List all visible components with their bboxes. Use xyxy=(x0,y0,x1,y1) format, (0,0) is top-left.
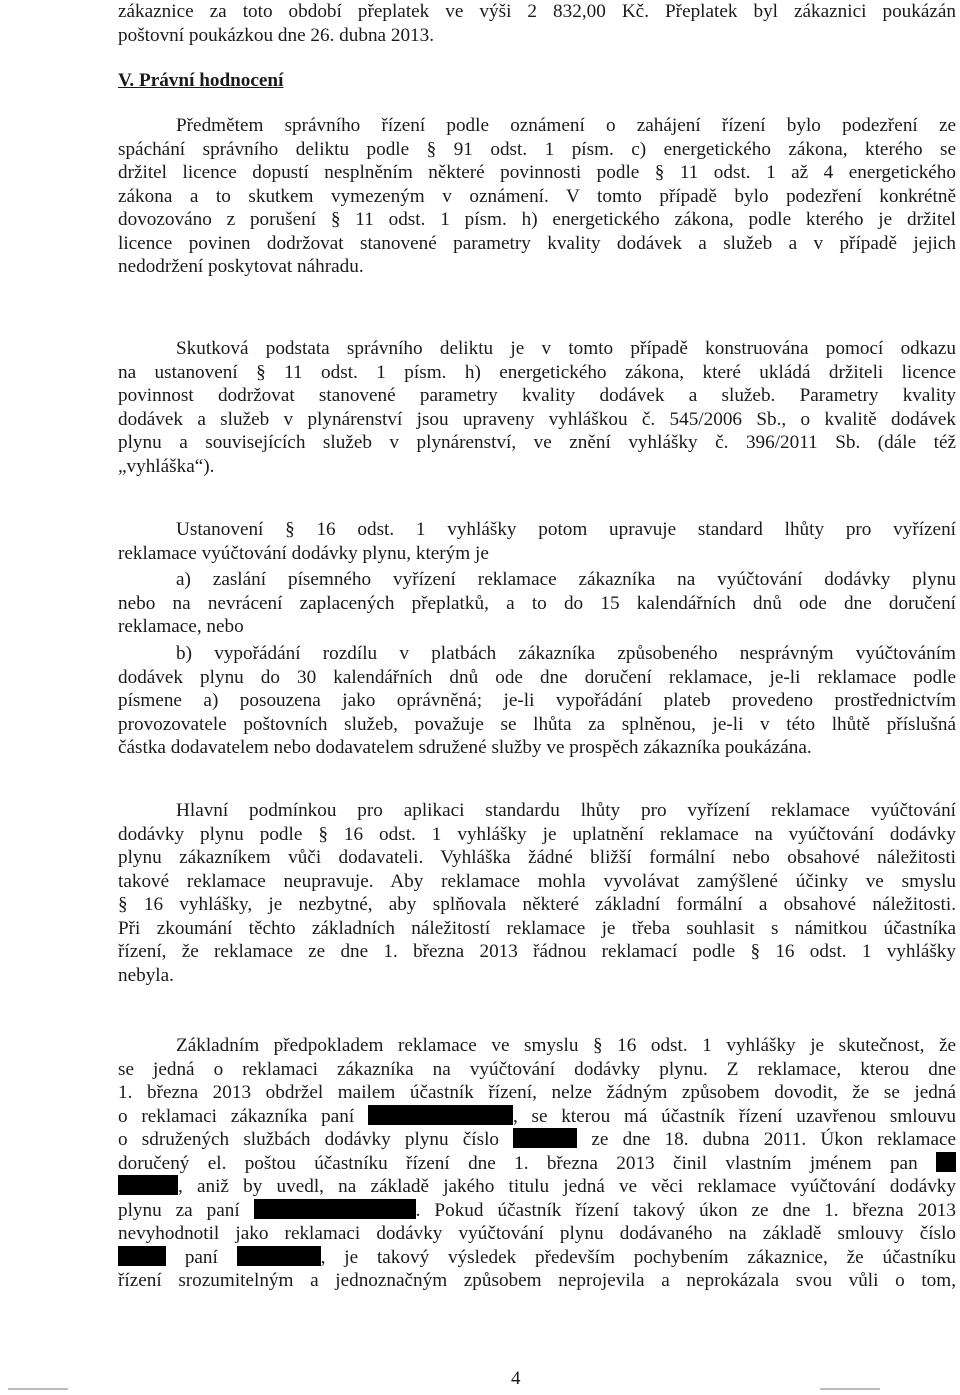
text-line: se jedná o reklamaci zákazníka na vyúčtování dodávky plynu. Z reklamace, kterou dne xyxy=(118,1058,956,1080)
text-line: spáchání správního deliktu podle § 91 odst. 1 písm. c) energetického zákona, kterého se xyxy=(118,138,956,160)
text-line: Předmětem správního řízení podle oznámení o zahájení řízení bylo podezření ze xyxy=(176,115,956,136)
text-line: § 16 vyhlášky, je nezbytné, aby splňovala některé základní formální a obsahové náležitosti. xyxy=(118,894,956,915)
text-line: nebo na nevrácení zaplacených přeplatků, a to do 15 kalendářních dnů ode dne doručení xyxy=(118,592,956,614)
paragraph-4 xyxy=(118,799,956,987)
text-fragment: o reklamaci zákazníka paní xyxy=(118,1105,355,1127)
text-fragment: paní xyxy=(184,1246,218,1268)
text-line: dovozováno z porušení § 11 odst. 1 písm. h) energetického zákona, podle kterého je držitel xyxy=(118,209,956,230)
redaction-box xyxy=(237,1246,321,1266)
text-line: dodávek plynu do 30 kalendářních dnů ode dne doručení reklamace, je-li reklamace podle xyxy=(118,666,956,688)
list-item-b xyxy=(118,642,956,760)
paragraph-3 xyxy=(118,518,956,565)
paragraph-1 xyxy=(118,114,956,279)
text-line: nevyhodnotil jako reklamaci dodávky vyúčtování plynu dodávaného na základě smlouvy číslo xyxy=(118,1223,956,1244)
text-line: Základním předpokladem reklamace ve smyslu § 16 odst. 1 vyhlášky je skutečnost, že xyxy=(176,1035,956,1056)
text-fragment: doručený el. poštou účastníku řízení dne 1. března 2013 činil vlastním jménem pan xyxy=(118,1152,918,1174)
text-line: Při zkoumání těchto základních náležitostí reklamace je třeba souhlasit s námitkou účastníka xyxy=(118,917,956,939)
redaction-box xyxy=(254,1199,416,1219)
text-line: Hlavní podmínkou pro aplikaci standardu lhůty pro vyřízení reklamace vyúčtování xyxy=(176,800,956,821)
redaction-box xyxy=(118,1175,178,1195)
intro-paragraph xyxy=(118,0,956,47)
text-line: povinnost dodržovat stanovené parametry kvality dodávek a služeb. Parametry kvality xyxy=(118,385,956,406)
text-line: řízení, že reklamace ze dne 1. března 2013 řádnou reklamací podle § 16 odst. 1 vyhlášky xyxy=(118,941,956,962)
text-fragment: ze dne 18. dubna 2011. Úkon reklamace xyxy=(591,1129,957,1150)
text-line: Skutková podstata správního deliktu je v tomto případě konstruována pomocí odkazu xyxy=(176,338,956,359)
text-fragment: , je takový výsledek především pochybením zákaznice, že účastníku xyxy=(320,1246,956,1268)
paragraph-2 xyxy=(118,337,956,478)
redaction-box xyxy=(513,1128,577,1148)
text-line: nedodržení poskytovat náhradu. xyxy=(118,256,364,277)
redaction-box xyxy=(118,1246,166,1266)
text-line: plynu a souvisejících služeb v plynárenství, ve znění vyhlášky č. 396/2011 Sb. (dále též xyxy=(118,432,956,453)
text-line: dodávky plynu podle § 16 odst. 1 vyhlášky je uplatnění reklamace na vyúčtování dodávky xyxy=(118,823,956,845)
redaction-box xyxy=(368,1105,513,1125)
text-line: nebyla. xyxy=(118,964,174,986)
text-line: licence povinen dodržovat stanovené parametry kvality dodávek a služeb a v případě jejich xyxy=(118,232,956,254)
text-line: částka dodavatelem nebo dodavatelem sdružené služby ve prospěch zákazníka poukázána. xyxy=(118,737,812,758)
text-fragment: plynu za paní xyxy=(118,1199,240,1221)
scan-artifact xyxy=(8,1388,68,1390)
text-line: Ustanovení § 16 odst. 1 vyhlášky potom upravuje standard lhůty pro vyřízení xyxy=(176,519,956,540)
text-line: poštovní poukázkou dne 26. dubna 2013. xyxy=(118,24,435,46)
text-line: řízení srozumitelným a jednoznačným způsobem neprojevila a neprokázala svou vůli o tom, xyxy=(118,1270,956,1291)
section-heading: V. Právní hodnocení xyxy=(118,70,284,91)
text-fragment: , se kterou má účastník řízení uzavřenou smlouvu xyxy=(512,1105,956,1127)
text-line: držitel licence dopustí nesplněním některé povinnosti podle § 11 odst. 1 až 4 energetického xyxy=(118,162,956,183)
text-line: zákaznice za toto období přeplatek ve výši 2 832,00 Kč. Přeplatek byl zákaznici poukázán xyxy=(118,1,956,22)
text-line: b) vypořádání rozdílu v platbách zákazníka způsobeného nesprávným vyúčtováním xyxy=(176,643,956,664)
scan-artifact xyxy=(820,1388,880,1390)
text-line: písmene a) posouzena jako oprávněná; je-li vypořádání plateb provedeno prostřednictvím xyxy=(118,690,956,711)
text-fragment: , aniž by uvedl, na základě jakého titulu jedná ve věci reklamace vyúčtování dodávky xyxy=(178,1176,956,1197)
text-fragment: o sdružených službách dodávky plynu číslo xyxy=(118,1129,500,1150)
text-line: takové reklamace neupravuje. Aby reklamace mohla vyvolávat zamýšlené účinky ve smyslu xyxy=(118,870,956,892)
text-fragment: . Pokud účastník řízení takový úkon ze dne 1. března 2013 xyxy=(415,1199,956,1221)
text-line: reklamace vyúčtování dodávky plynu, kterým je xyxy=(118,542,489,564)
redaction-box xyxy=(936,1152,956,1172)
text-line: „vyhláška“). xyxy=(118,455,215,477)
text-line: zákona a to skutkem vymezeným v oznámení. V tomto případě bylo podezření konkrétně xyxy=(118,185,956,207)
paragraph-5 xyxy=(118,1034,956,1293)
text-line: reklamace, nebo xyxy=(118,616,244,637)
text-line: provozovatele poštovních služeb, považuje se lhůta za splněnou, je-li v této lhůtě příslušná xyxy=(118,713,956,735)
page-number: 4 xyxy=(511,1368,521,1389)
text-line: dodávek a služeb v plynárenství jsou upraveny vyhláškou č. 545/2006 Sb., o kvalitě dodávek xyxy=(118,408,956,430)
text-line: na ustanovení § 11 odst. 1 písm. h) energetického zákona, které ukládá držiteli licence xyxy=(118,361,956,383)
text-line: a) zaslání písemného vyřízení reklamace zákazníka na vyúčtování dodávky plynu xyxy=(176,569,956,590)
text-line: plynu zákazníkem vůči dodavateli. Vyhláška žádné bližší formální nebo obsahové náležitosti xyxy=(118,847,956,868)
list-item-a xyxy=(118,568,956,639)
text-line: 1. března 2013 obdržel mailem účastník řízení, nelze žádným způsobem dovodit, že se jedná xyxy=(118,1082,956,1103)
